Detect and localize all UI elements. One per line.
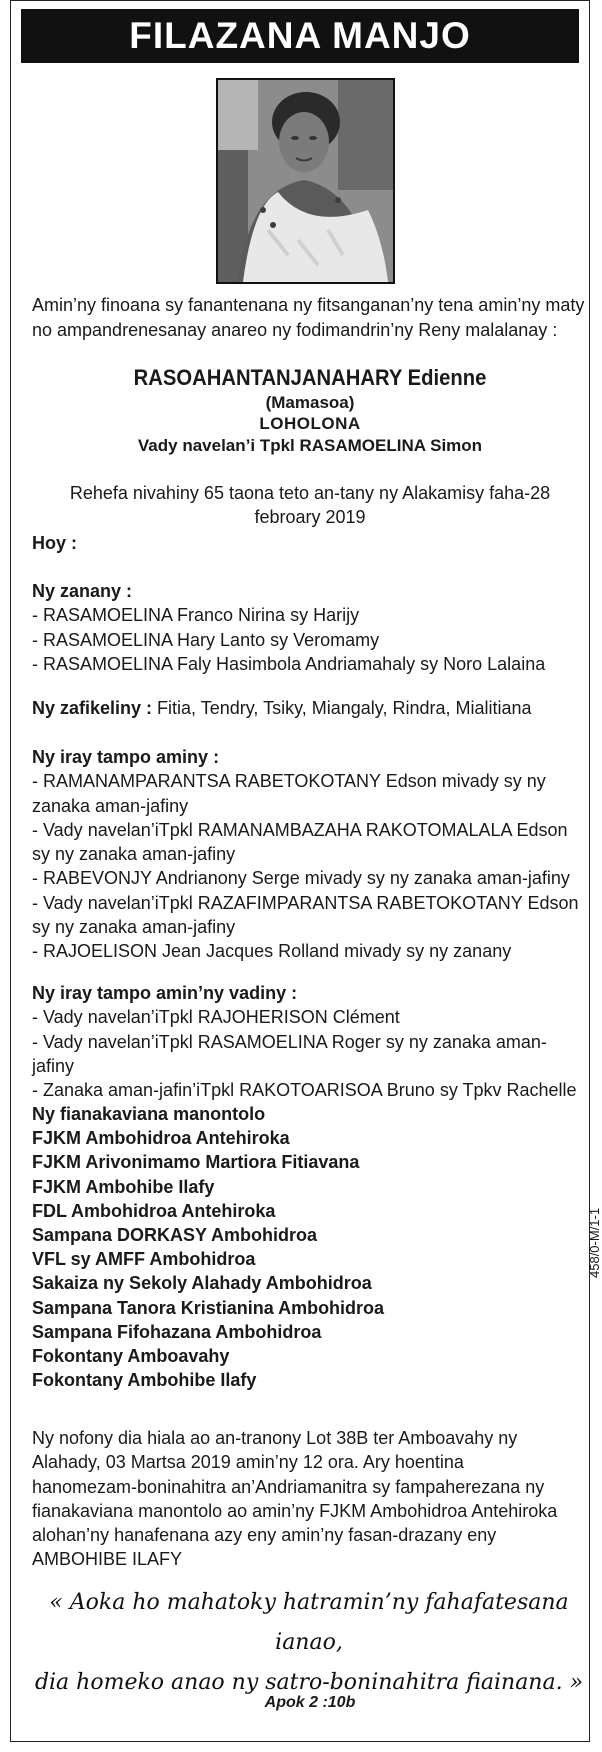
quote-reference: Apok 2 :10b [264, 1694, 356, 1711]
list-item: Fokontany Ambohibe Ilafy [32, 1370, 257, 1391]
list-item: FJKM Arivonimamo Martiora Fitiavana [32, 1152, 360, 1173]
funeral-line: fianakaviana manontolo ao amin’ny FJKM Ambohidroa Antehiroka [32, 1500, 558, 1521]
children-section [32, 579, 588, 676]
obituary-page [10, 0, 602, 1742]
list-item: - RASAMOELINA Franco Nirina sy Harijy [32, 605, 360, 626]
list-item: - Vady navelan’iTpkl RAMANAMBAZAHA RAKOTOMALALA Edson [32, 819, 568, 840]
header-banner [21, 9, 579, 63]
funeral-line: AMBOHIBE ILAFY [32, 1549, 183, 1570]
list-item: - Vady navelan’iTpkl RAZAFIMPARANTSA RABETOKOTANY Edson [32, 892, 579, 913]
children-label: Ny zanany : [32, 581, 133, 601]
list-item: - RABEVONJY Andrianony Serge mivady sy ny zanaka aman-jafiny [32, 868, 570, 889]
list-item: - RASAMOELINA Hary Lanto sy Veromamy [32, 629, 380, 650]
announcement-line: febroary 2019 [254, 507, 366, 527]
spouse-siblings-label: Ny iray tampo amin’ny vadiny : [32, 983, 298, 1003]
grandchildren-label: Ny zafikeliny : [32, 698, 153, 718]
quote-line: dia homeko anao ny satro-boninahitra fiainana. » [34, 1670, 584, 1695]
quote-line: « Aoka ho mahatoky hatramin’ny fahafatesana ianao, [49, 1590, 569, 1655]
deceased-name: RASOAHANTANJANAHARY Edienne [133, 365, 487, 390]
list-item: - RAMANAMPARANTSA RABETOKOTANY Edson mivady sy ny [32, 771, 546, 792]
siblings-section [32, 745, 588, 964]
siblings-label: Ny iray tampo aminy : [32, 747, 220, 767]
funeral-line: Alahady, 03 Martsa 2019 amin’ny 12 ora. Ary hoentina [32, 1452, 464, 1473]
list-item: Fokontany Amboavahy [32, 1346, 230, 1367]
funeral-line: alohan’ny hanafenana azy eny amin’ny fasan-drazany eny [32, 1525, 497, 1546]
list-item: Sampana Tanora Kristianina Ambohidroa [32, 1297, 385, 1318]
grandchildren-section [32, 696, 588, 720]
list-item: FJKM Ambohibe Ilafy [32, 1176, 215, 1197]
deceased-photo [216, 78, 395, 284]
deceased-title: LOHOLONA [259, 414, 361, 433]
list-item: Sakaiza ny Sekoly Alahady Ambohidroa [32, 1273, 372, 1294]
list-item: FDL Ambohidroa Antehiroka [32, 1200, 276, 1221]
list-item: - Vady navelan’iTpkl RAJOHERISON Clément [32, 1007, 400, 1028]
hoy-text: Hoy : [32, 533, 77, 553]
list-item: VFL sy AMFF Ambohidroa [32, 1249, 256, 1270]
funeral-line: hanomezam-boninahitra an’Andriamanitra sy fampaherezana ny [32, 1476, 545, 1497]
bible-quote [29, 1583, 589, 1703]
portrait-image [218, 80, 393, 282]
family-friends-label: Ny fianakaviana manontolo [32, 1104, 266, 1124]
funeral-details [32, 1426, 588, 1572]
list-item: sy ny zanaka aman-jafiny [32, 917, 236, 938]
list-item: - RASAMOELINA Faly Hasimbola Andriamahaly sy Noro Lalaina [32, 653, 546, 674]
list-item: - RAJOELISON Jean Jacques Rolland mivady sy ny zanany [32, 941, 512, 962]
intro-line: Amin’ny finoana sy fanantenana ny fitsanganan’ny tena amin’ny maty [32, 295, 585, 315]
announcement-line: Rehefa nivahiny 65 taona teto an-tany ny Alakamisy faha-28 [69, 483, 551, 503]
grandchildren-names: Fitia, Tendry, Tsiky, Miangaly, Rindra, Mialitiana [152, 698, 532, 718]
deceased-spouse: Vady navelan’i Tpkl RASAMOELINA Simon [137, 436, 483, 455]
hoy-label [32, 531, 588, 555]
list-item: Sampana DORKASY Ambohidroa [32, 1225, 318, 1246]
list-item: FJKM Ambohidroa Antehiroka [32, 1128, 290, 1149]
intro-line: no ampandrenesanay anareo ny fodimandrin’ny Reny malalanay : [32, 320, 558, 340]
ad-reference-code: 458/0-M/1-1 [587, 1207, 602, 1278]
list-item: Sampana Fifohazana Ambohidroa [32, 1321, 322, 1342]
list-item: - Zanaka aman-jafin’iTpkl RAKOTOARISOA Bruno sy Tpkv Rachelle [32, 1080, 577, 1101]
spouse-siblings-section [32, 981, 588, 1102]
list-item: - Vady navelan’iTpkl RASAMOELINA Roger sy ny zanaka aman-jafiny [32, 1031, 547, 1076]
list-item: zanaka aman-jafiny [32, 795, 189, 816]
intro-text [32, 293, 588, 343]
family-friends-section [32, 1102, 588, 1392]
deceased-nickname: (Mamasoa) [265, 393, 355, 412]
funeral-line: Ny nofony dia hiala ao an-tranony Lot 38B ter Amboavahy ny [32, 1428, 518, 1448]
header-title: FILAZANA MANJO [129, 15, 471, 56]
death-announcement [32, 481, 588, 529]
list-item: sy ny zanaka aman-jafiny [32, 844, 236, 865]
